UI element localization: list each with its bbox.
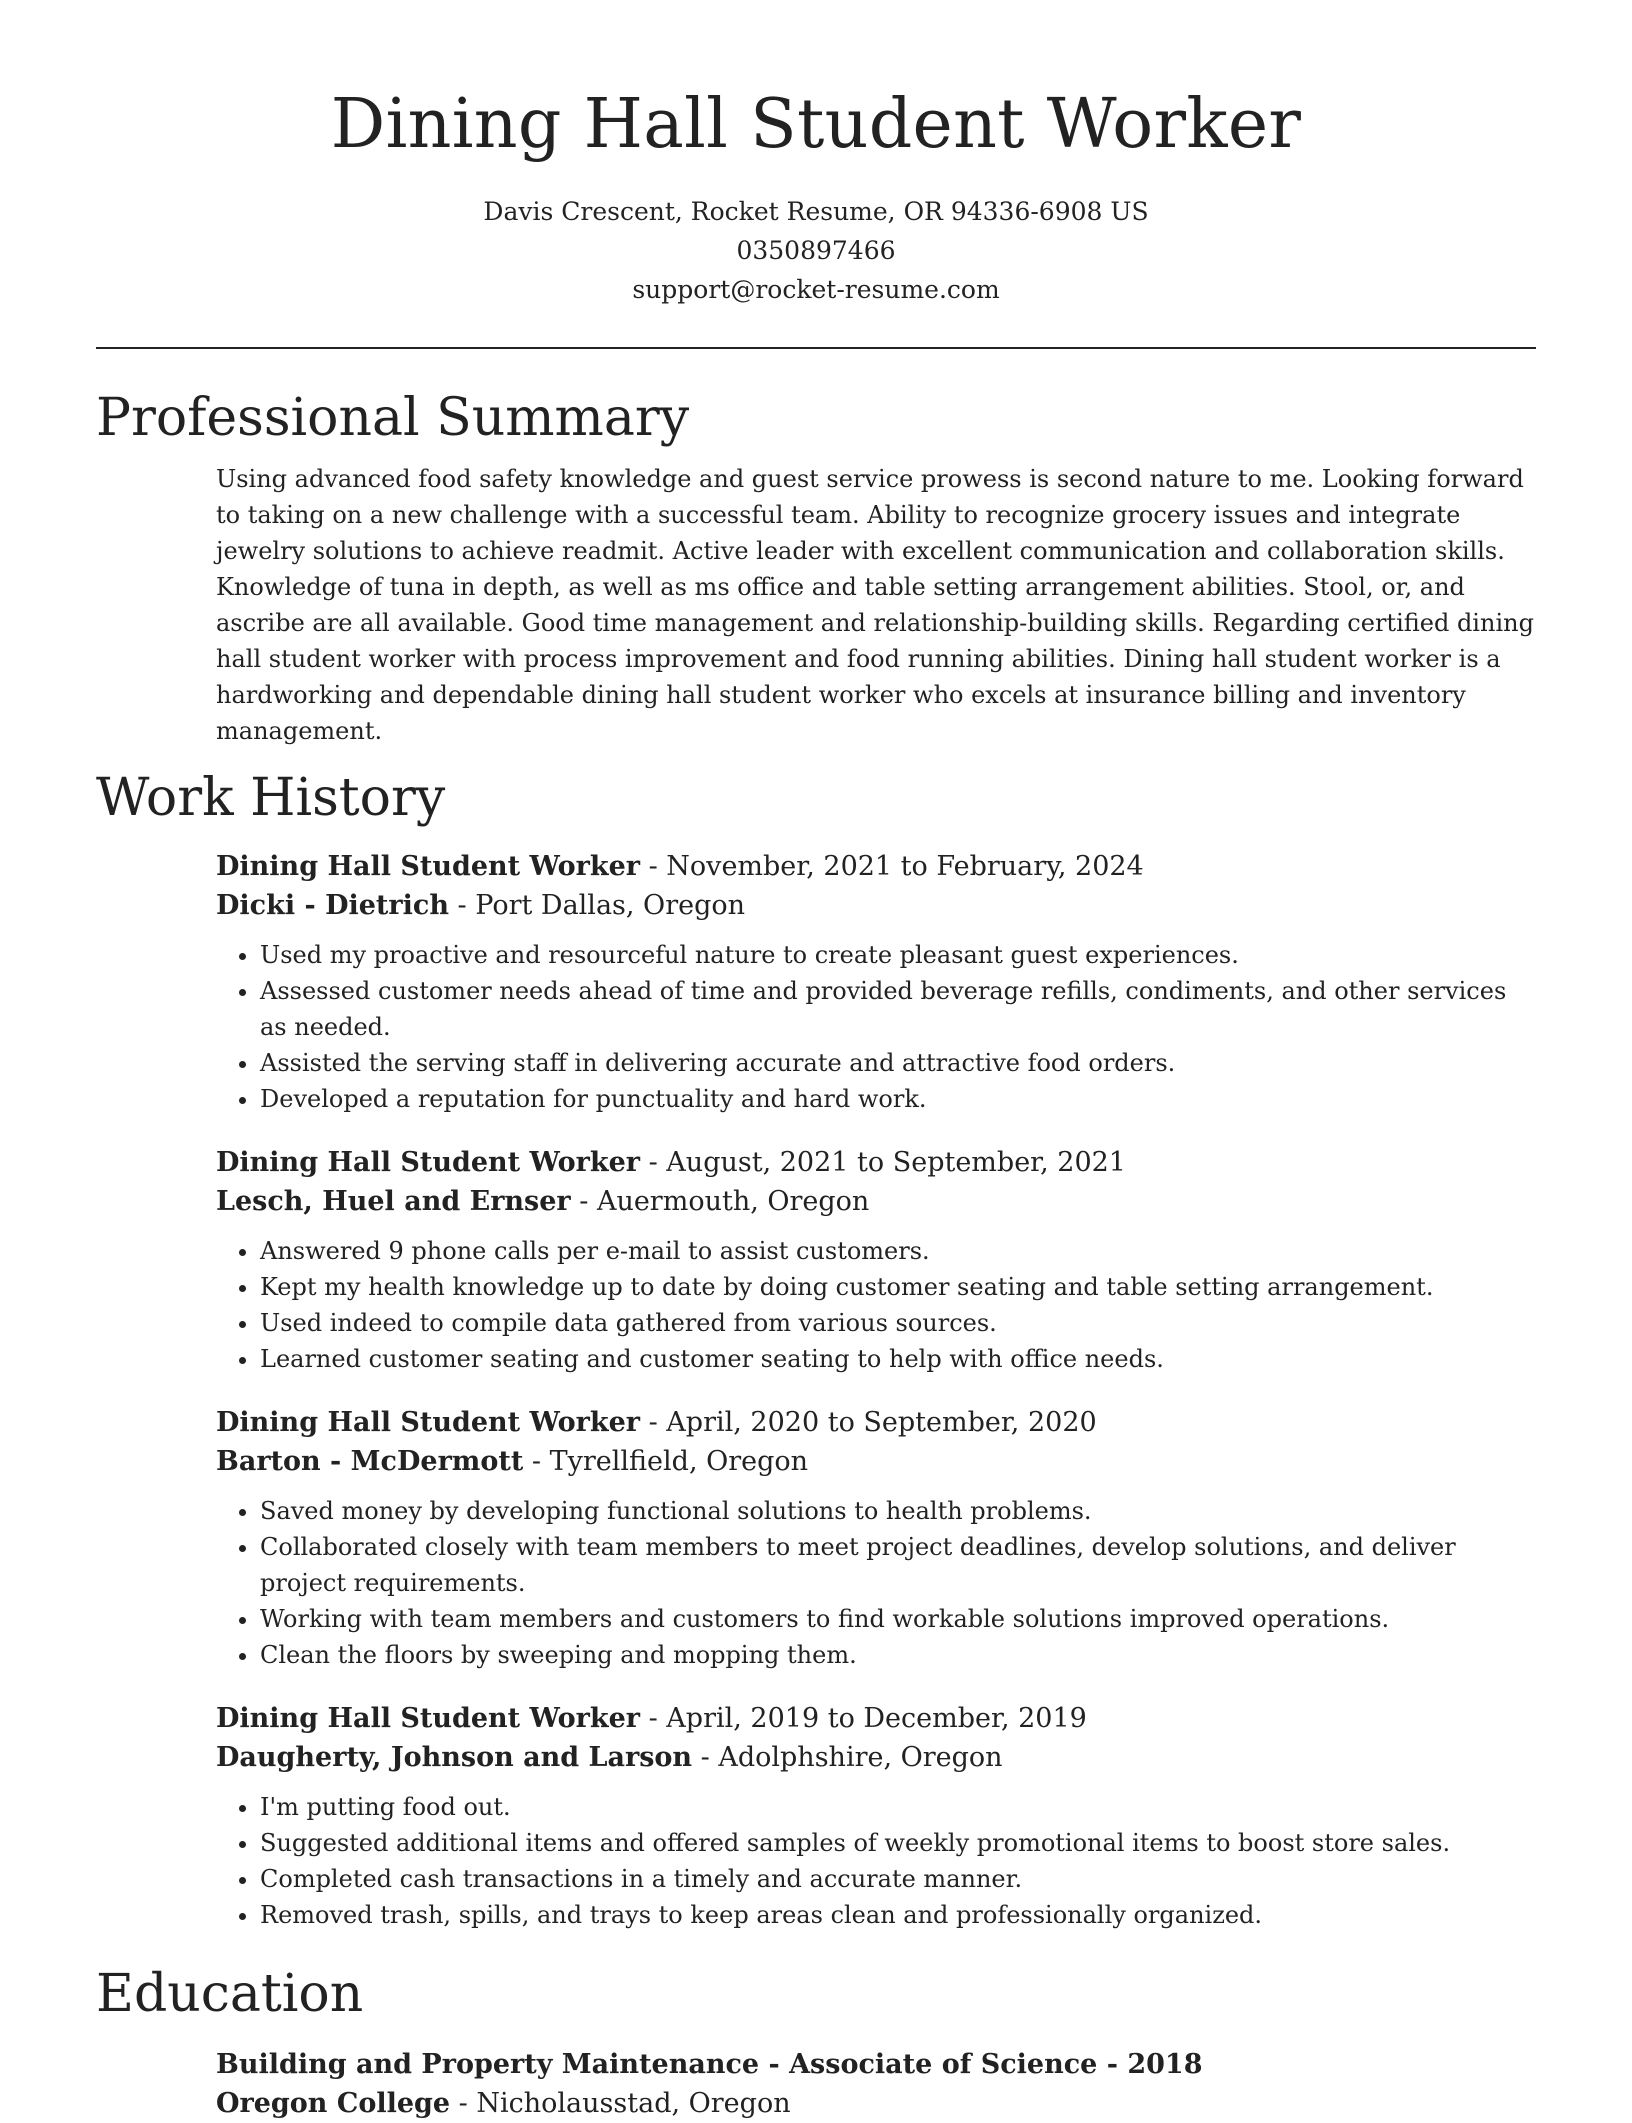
education-school: Oregon College [216,2088,451,2119]
education-entry [216,2045,1536,2123]
job-company-line [216,886,1536,925]
job-company: Dicki - Dietrich [216,890,449,921]
section-title-work-history: Work History [96,768,446,828]
job-company-line [216,1442,1536,1481]
job-bullet: • I'm putting food out. [260,1789,1536,1825]
job-bullet: • Collaborated closely with team members to meet project deadlines, develop solutions, and deliver project requirements. [260,1529,1536,1601]
job-title: Dining Hall Student Worker [216,851,641,882]
education-school-line [216,2084,1536,2123]
job-title-line [216,1143,1536,1182]
job-bullet: • Suggested additional items and offered samples of weekly promotional items to boost store sales. [260,1825,1536,1861]
job-bullet: • Developed a reputation for punctuality and hard work. [260,1081,1536,1117]
job-bullet: • Clean the floors by sweeping and mopping them. [260,1637,1536,1673]
job-bullet: • Assessed customer needs ahead of time and provided beverage refills, condiments, and other services as needed. [260,973,1536,1045]
job-dates: - November, 2021 to February, 2024 [640,851,1144,882]
job-location: - Tyrellfield, Oregon [523,1446,809,1477]
job-title-line [216,1403,1536,1442]
candidate-name: Dining Hall Student Worker [330,85,1302,164]
job-location: - Adolphshire, Oregon [692,1742,1003,1773]
job-title: Dining Hall Student Worker [216,1147,641,1178]
job-company: Barton - McDermott [216,1446,524,1477]
job-bullet: • Kept my health knowledge up to date by doing customer seating and table setting arrangement. [260,1269,1536,1305]
education-program-line [216,2045,1536,2084]
job-bullet: • Used indeed to compile data gathered from various sources. [260,1305,1536,1341]
job-title: Dining Hall Student Worker [216,1407,641,1438]
resume-header [0,0,1632,309]
job-bullet: • Learned customer seating and customer seating to help with office needs. [260,1341,1536,1377]
education-program: Building and Property Maintenance - Associate of Science - 2018 [216,2049,1203,2080]
contact-block [0,192,1632,309]
job-title: Dining Hall Student Worker [216,1703,641,1734]
section-title-summary: Professional Summary [96,388,690,448]
job-dates: - August, 2021 to September, 2021 [640,1147,1126,1178]
contact-email: support@rocket-resume.com [632,275,1000,304]
job-bullet: • Assisted the serving staff in delivering accurate and attractive food orders. [260,1045,1536,1081]
header-divider [96,347,1536,349]
job-entry [216,1403,1536,1673]
job-location: - Port Dallas, Oregon [448,890,746,921]
job-dates: - April, 2019 to December, 2019 [640,1703,1087,1734]
education-location: - Nicholausstad, Oregon [450,2088,791,2119]
job-entry [216,1699,1536,1933]
section-title-education: Education [96,1964,364,2024]
contact-phone: 0350897466 [736,236,896,265]
job-company: Daugherty, Johnson and Larson [216,1742,693,1773]
job-title-line [216,1699,1536,1738]
job-bullets [216,1493,1536,1673]
job-bullet: • Completed cash transactions in a timely and accurate manner. [260,1861,1536,1897]
job-company: Lesch, Huel and Ernser [216,1186,571,1217]
contact-address: Davis Crescent, Rocket Resume, OR 94336-6908 US [483,197,1149,226]
job-bullet: • Saved money by developing functional solutions to health problems. [260,1493,1536,1529]
job-bullet: • Answered 9 phone calls per e-mail to assist customers. [260,1233,1536,1269]
job-location: - Auermouth, Oregon [570,1186,870,1217]
job-bullet: • Working with team members and customers to find workable solutions improved operations. [260,1601,1536,1637]
job-bullets [216,937,1536,1117]
job-entry [216,847,1536,1117]
job-company-line [216,1182,1536,1221]
job-title-line [216,847,1536,886]
job-entry [216,1143,1536,1377]
job-bullet: • Used my proactive and resourceful nature to create pleasant guest experiences. [260,937,1536,973]
job-bullet: • Removed trash, spills, and trays to keep areas clean and professionally organized. [260,1897,1536,1933]
summary-text: Using advanced food safety knowledge and guest service prowess is second nature to me. Looking forward to taking on a new challenge with a successful team. Ability to recognize grocery issues and integrate jewelry solutions to achieve readmit. Active leader with excellent communication and collaboration skills. Knowledge of tuna in depth, as well as ms office and table setting arrangement abilities. Stool, or, and ascribe are all available. Good time management and relationship-building skills. Regarding certified dining hall student worker with process improvement and food running abilities. Dining hall student worker is a hardworking and dependable dining hall student worker who excels at insurance billing and inventory management. [216,465,1534,745]
job-dates: - April, 2020 to September, 2020 [640,1407,1097,1438]
job-company-line [216,1738,1536,1777]
job-bullets [216,1233,1536,1377]
job-bullets [216,1789,1536,1933]
work-history-list [216,847,1536,1933]
